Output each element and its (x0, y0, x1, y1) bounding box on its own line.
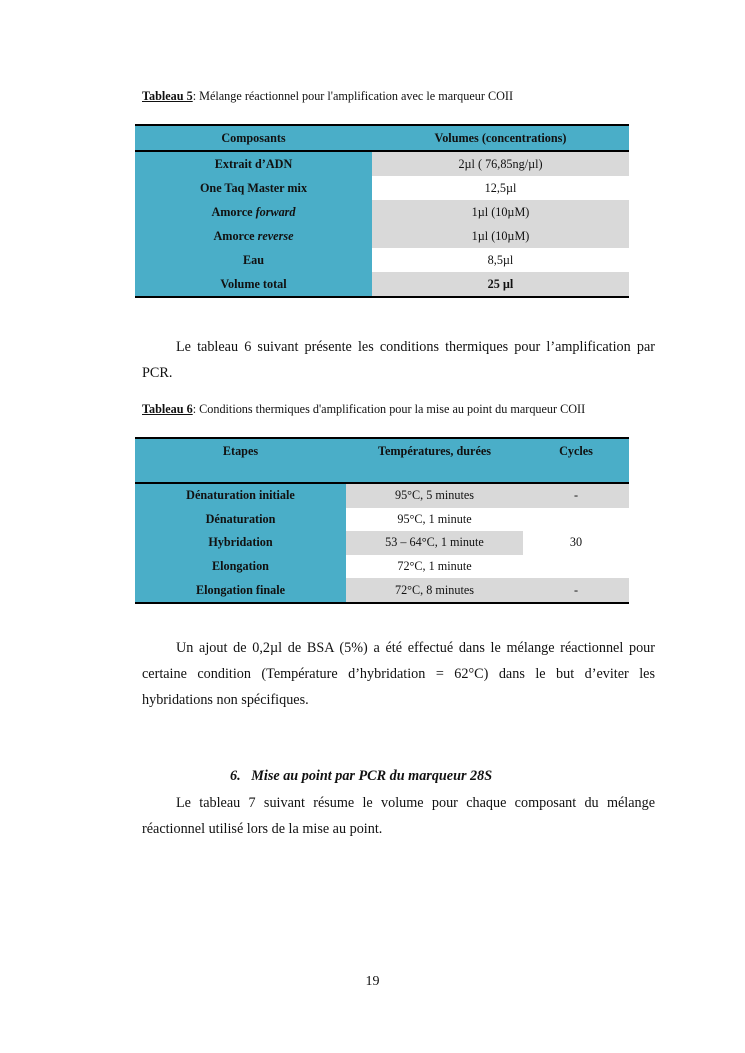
table5-cell-volume: 8,5µl (372, 248, 629, 272)
table6-header-row (135, 438, 629, 483)
table6-cell-cycles-merged: 30 (523, 508, 629, 579)
table5-header-volumes: Volumes (concentrations) (372, 125, 629, 151)
paragraph-bsa: Un ajout de 0,2µl de BSA (5%) a été effectué dans le mélange réactionnel pour certaine condition (Température d’hybridation = 62°C) dans le but d’eviter les hybridations non spécifiques. (142, 640, 655, 708)
paragraph-intro-table6: Le tableau 6 suivant présente les conditions thermiques pour l’amplification par PCR. (142, 339, 655, 381)
table6-cell-etape: Dénaturation (135, 508, 346, 532)
table6-cell-cycles: - (523, 483, 629, 508)
table-row (135, 151, 629, 176)
table5-cell-composant-em: reverse (257, 228, 294, 243)
table6-cell-temp: 72°C, 8 minutes (346, 578, 523, 603)
table-row (135, 272, 629, 297)
table-row (135, 176, 629, 200)
table5-cell-composant: Eau (135, 248, 372, 272)
table6-cell-etape: Elongation finale (135, 578, 346, 603)
section-number: 6. (230, 768, 241, 784)
table5-cell-composant-prefix: Amorce (213, 228, 258, 243)
table6-cell-temp: 95°C, 5 minutes (346, 483, 523, 508)
table5-cell-composant-prefix: Amorce (211, 204, 256, 219)
table5-cell-composant: Extrait d’ADN (135, 151, 372, 176)
table6-caption (142, 402, 585, 417)
table6-cell-etape: Elongation (135, 555, 346, 579)
table6-caption-text: : Conditions thermiques d'amplification pour la mise au point du marqueur COII (192, 402, 586, 416)
table6-cell-temp: 95°C, 1 minute (346, 508, 523, 532)
table5-caption (142, 89, 513, 104)
table5-cell-composant (135, 200, 372, 224)
table5-cell-composant: One Taq Master mix (135, 176, 372, 200)
table5-cell-composant (135, 224, 372, 248)
table-row (135, 200, 629, 224)
table5-cell-volume: 1µl (10µM) (372, 200, 629, 224)
table5-caption-label: Tableau 5 (142, 89, 193, 103)
table6-cell-temp: 53 – 64°C, 1 minute (346, 531, 523, 555)
table6-cell-etape: Dénaturation initiale (135, 483, 346, 508)
section-title: Mise au point par PCR du marqueur 28S (251, 768, 493, 784)
table-row (135, 483, 629, 508)
table-row (135, 248, 629, 272)
paragraph-intro-table7: Le tableau 7 suivant résume le volume pour chaque composant du mélange réactionnel utilisé lors de la mise au point. (142, 795, 655, 837)
section-heading (230, 768, 492, 785)
table-row (135, 508, 629, 532)
table5-header-composants: Composants (135, 125, 372, 151)
table6-cell-temp: 72°C, 1 minute (346, 555, 523, 579)
table6-cell-cycles: - (523, 578, 629, 603)
table5-cell-volume-total: 25 µl (372, 272, 629, 297)
page-number: 19 (365, 974, 380, 989)
table6-cell-etape: Hybridation (135, 531, 346, 555)
table6 (135, 437, 629, 604)
table6-header-etapes: Etapes (135, 438, 346, 483)
table5-cell-volume: 1µl (10µM) (372, 224, 629, 248)
table5-caption-text: : Mélange réactionnel pour l'amplification avec le marqueur COII (192, 89, 513, 103)
table5-cell-volume: 2µl ( 76,85ng/µl) (372, 151, 629, 176)
table5-cell-composant: Volume total (135, 272, 372, 297)
table-row (135, 224, 629, 248)
table6-header-temperatures: Températures, durées (346, 438, 523, 483)
table6-header-cycles: Cycles (523, 438, 629, 483)
table5-cell-composant-em: forward (255, 204, 296, 219)
table5-header-row (135, 125, 629, 151)
table-row (135, 578, 629, 603)
table5 (135, 124, 629, 298)
table6-caption-label: Tableau 6 (142, 402, 193, 416)
table5-cell-volume: 12,5µl (372, 176, 629, 200)
